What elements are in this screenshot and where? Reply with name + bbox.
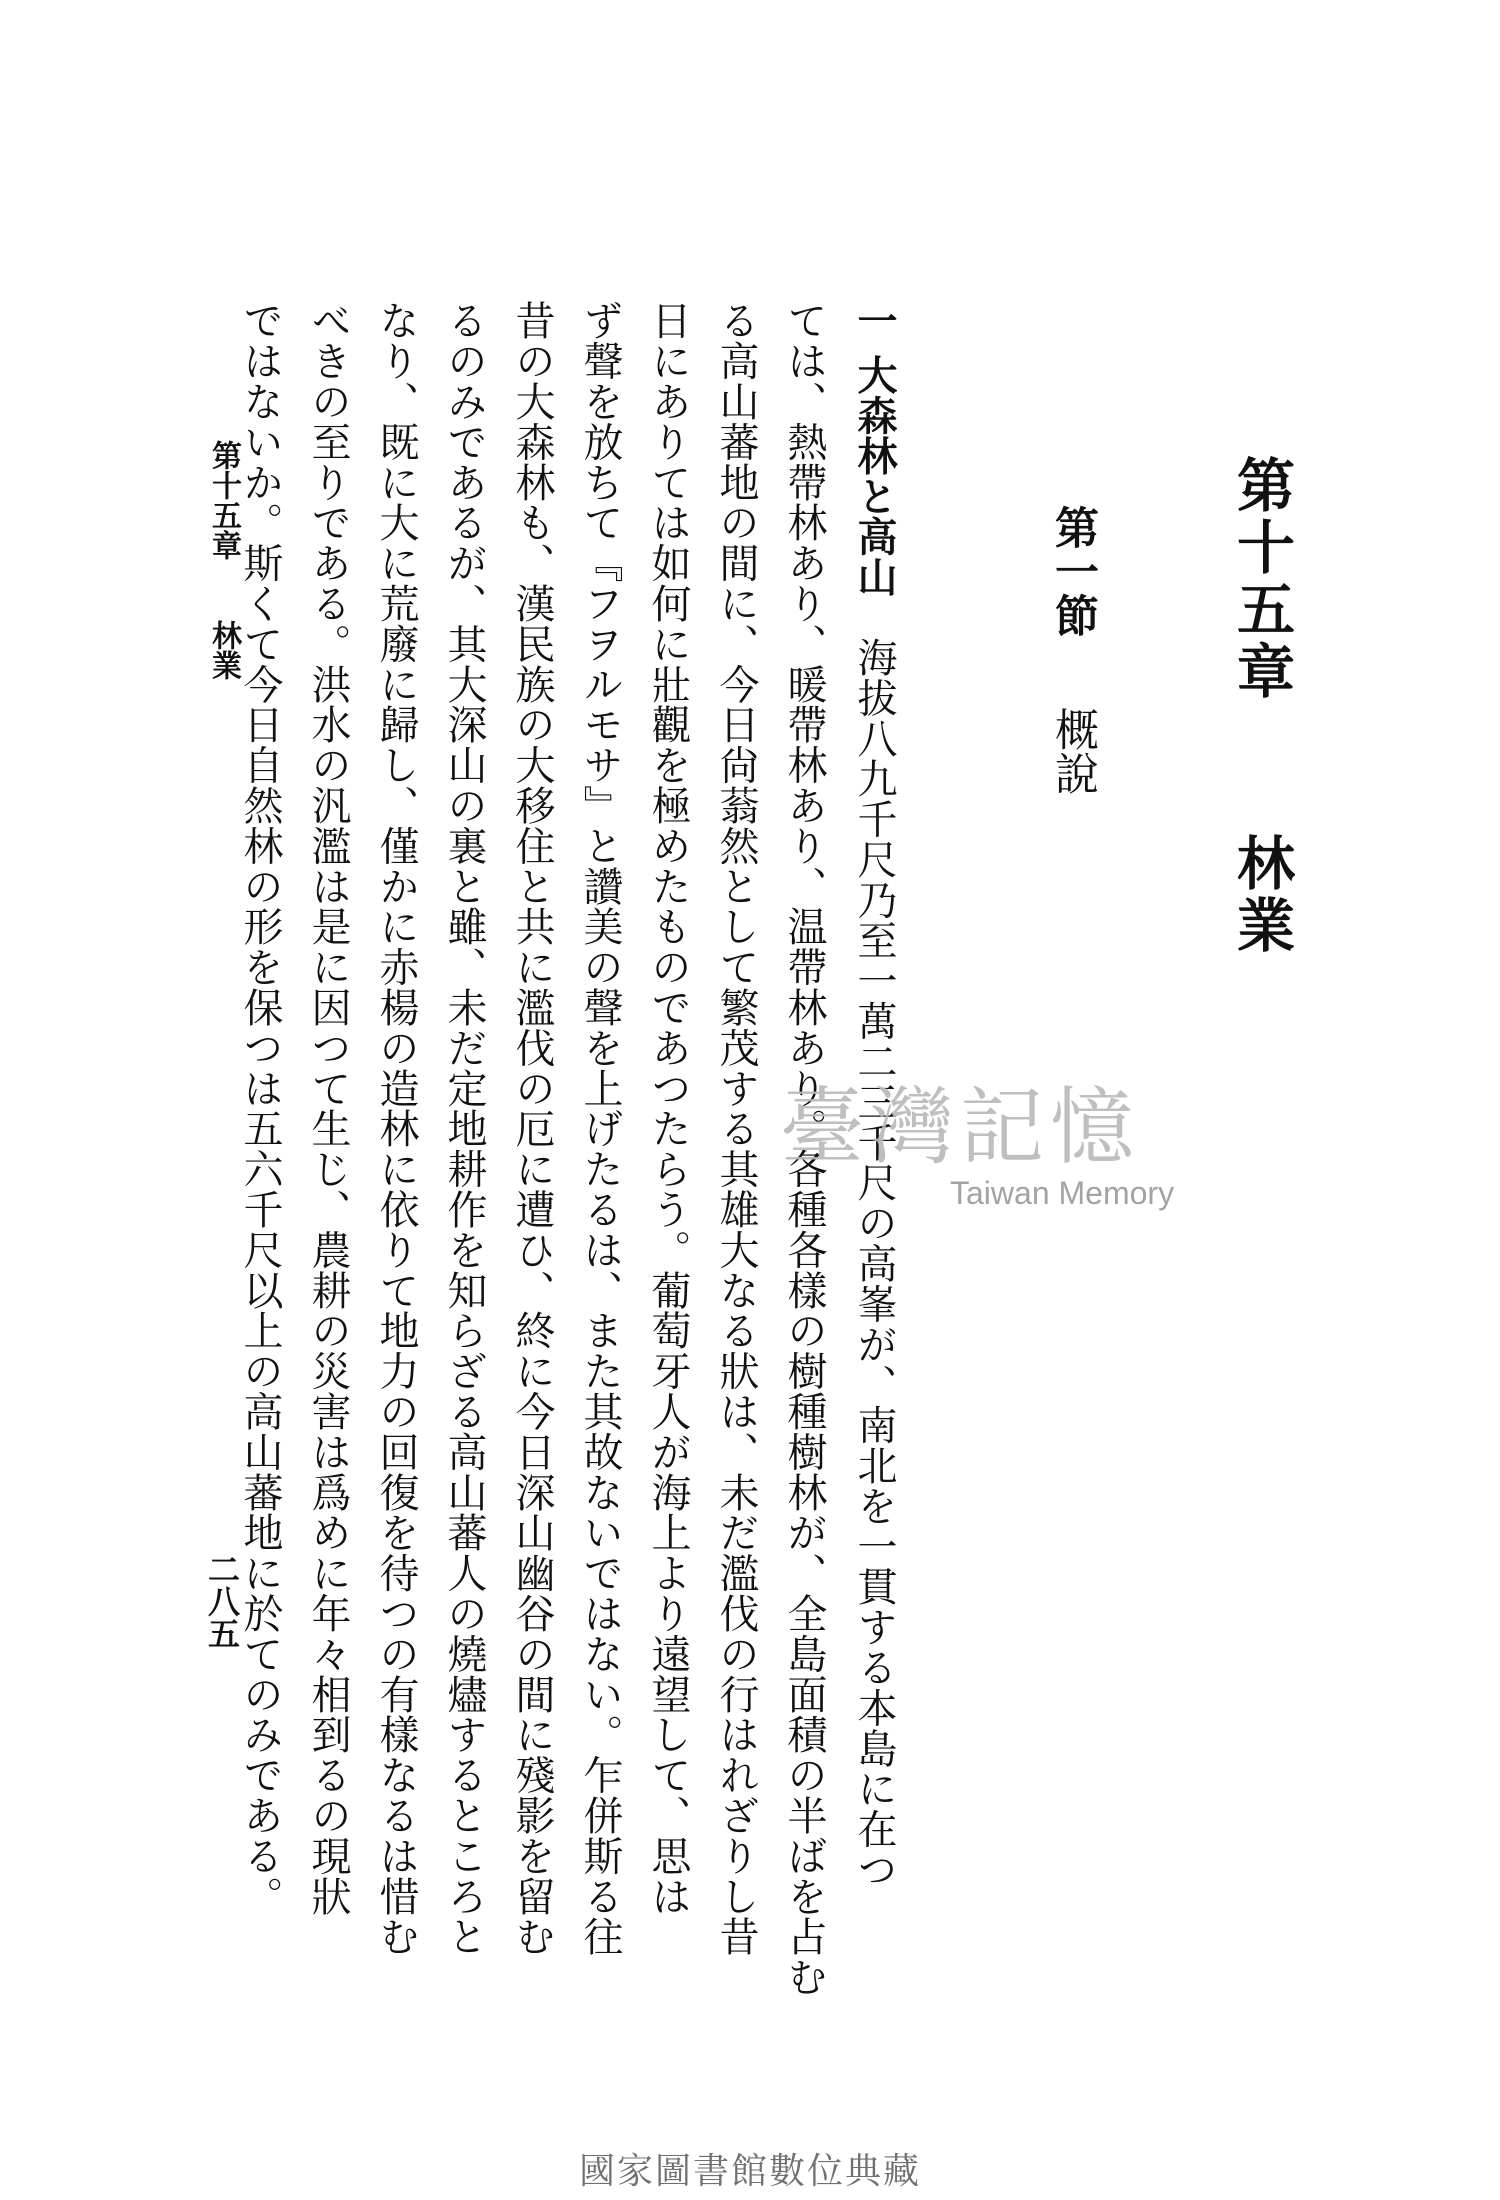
heading-title: 大森林と高山 (851, 354, 898, 597)
body-line-2: ては、熱帶林あり、暖帶林あり、温帶林あり。各種各樣の樹種樹林が、全島面積の半ばを占む (781, 300, 827, 1997)
chapter-number: 第十五章 (1227, 455, 1295, 703)
section-number: 第一節 (1047, 505, 1098, 637)
body-line-4: 日にありては如何に壯觀を極めたものであつたらう。葡萄牙人が海上より遠望して、思は (645, 300, 691, 1916)
watermark (780, 1078, 1210, 1212)
running-head-subject: 林業 (206, 620, 241, 680)
chapter-title (1227, 455, 1295, 957)
body-line-9: べきの至りである。洪水の汎濫は是に因つて生じ、農耕の災害は爲めに年々相到るの現狀 (305, 300, 351, 1916)
body-line-8: なり、既に大に荒廢に歸し、僅かに赤楊の造林に依りて地力の回復を待つの有樣なるは惜む (373, 300, 419, 1957)
body-line-3: る高山蕃地の間に、今日尙蓊然として繁茂する其雄大なる狀は、未だ濫伐の行はれざりし昔 (713, 300, 759, 1957)
running-head (206, 440, 241, 680)
body-line-5: ず聲を放ちて『フヲルモサ』と讚美の聲を上げたるは、また其故ないではない。乍併斯る往 (577, 300, 623, 1957)
page-number: 二八五 (203, 1553, 241, 1649)
running-head-chapter: 第十五章 (206, 440, 241, 560)
footer-library-credit: 國家圖書館數位典藏 (578, 2151, 921, 2192)
watermark-chinese: 臺灣記憶 (780, 1078, 1141, 1176)
heading-rest: 海拔八九千尺乃至一萬二三千尺の高峯が、南北を一貫する本島に在つ (851, 636, 897, 1890)
body-line-10: ではないか。斯くて今日自然林の形を保つは五六千尺以上の高山蕃地に於てのみである。 (237, 300, 283, 1916)
heading-marker: 一 (851, 300, 898, 341)
section-title (1047, 505, 1098, 795)
chapter-subject: 林業 (1227, 833, 1295, 957)
body-line-6: 昔の大森林も、漢民族の大移住と共に濫伐の厄に遭ひ、終に今日深山幽谷の間に殘影を留む (509, 300, 555, 1957)
body-line-7: るのみであるが、其大深山の裏と雖、未だ定地耕作を知らざる高山蕃人の燒燼するところと (441, 300, 487, 1957)
section-subject: 概說 (1047, 707, 1098, 795)
watermark-english: Taiwan Memory (950, 1175, 1175, 1211)
